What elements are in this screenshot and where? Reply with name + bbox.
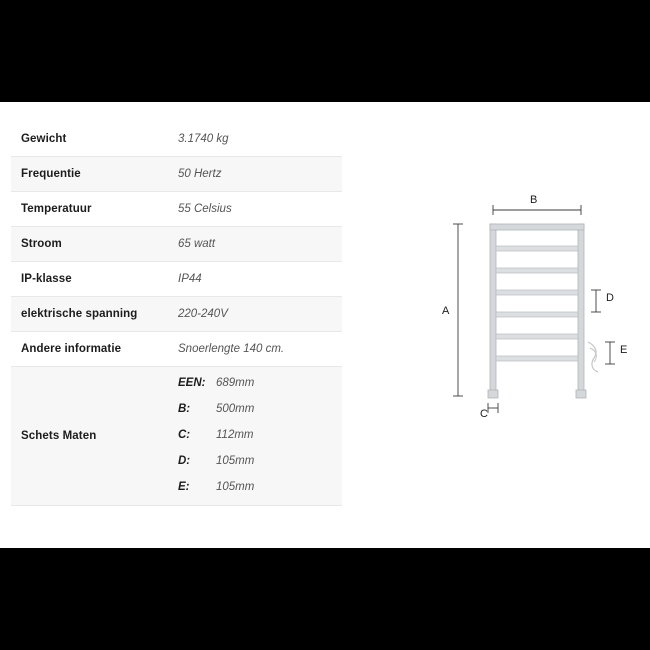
dimension-key: C: <box>178 429 191 441</box>
dimension-key: EEN: <box>178 377 206 389</box>
table-row <box>11 262 342 297</box>
table-row <box>11 297 342 332</box>
dimension-key: E: <box>178 481 190 493</box>
dimension-key: B: <box>178 403 191 415</box>
spec-value: 55 Celsius <box>166 192 342 227</box>
spec-value: 65 watt <box>166 227 342 262</box>
diagram-svg <box>430 202 645 422</box>
specification-table-body <box>11 122 342 506</box>
table-row <box>11 227 342 262</box>
table-row-dimensions <box>11 367 342 506</box>
spec-value: 50 Hertz <box>166 157 342 192</box>
dimension-label-b: B <box>530 194 538 206</box>
spec-value-dimensions <box>166 367 342 506</box>
dimension-row <box>178 377 342 389</box>
spec-label: elektrische spanning <box>11 297 166 332</box>
spec-value: IP44 <box>166 262 342 297</box>
dimension-label-e: E <box>620 344 628 356</box>
spec-label-dimensions: Schets Maten <box>11 367 166 506</box>
spec-label: Gewicht <box>11 122 166 157</box>
table-row <box>11 332 342 367</box>
dimension-value: 500mm <box>216 403 255 415</box>
dimension-key: D: <box>178 455 191 467</box>
dimension-value: 689mm <box>216 377 255 389</box>
towel-rail-dimension-diagram <box>430 194 645 422</box>
table-row <box>11 192 342 227</box>
dimension-value: 105mm <box>216 481 255 493</box>
dimension-label-a: A <box>442 305 450 317</box>
spec-label: Stroom <box>11 227 166 262</box>
table-row <box>11 122 342 157</box>
dimension-lines <box>453 205 615 413</box>
dimension-label-d: D <box>606 292 614 304</box>
spec-value: 220-240V <box>166 297 342 332</box>
spec-label: Temperatuur <box>11 192 166 227</box>
dimension-row <box>178 481 342 493</box>
dimension-row <box>178 403 342 415</box>
specification-table <box>11 122 342 506</box>
towel-rail-drawing <box>488 224 598 398</box>
spec-value: Snoerlengte 140 cm. <box>166 332 342 367</box>
dimension-row <box>178 429 342 441</box>
dimension-row <box>178 455 342 467</box>
spec-label: IP-klasse <box>11 262 166 297</box>
spec-value: 3.1740 kg <box>166 122 342 157</box>
dimension-label-c: C <box>480 408 488 420</box>
table-row <box>11 157 342 192</box>
dimension-value: 105mm <box>216 455 255 467</box>
spec-label: Andere informatie <box>11 332 166 367</box>
product-spec-panel <box>0 102 650 548</box>
dimension-value: 112mm <box>216 429 254 441</box>
spec-label: Frequentie <box>11 157 166 192</box>
